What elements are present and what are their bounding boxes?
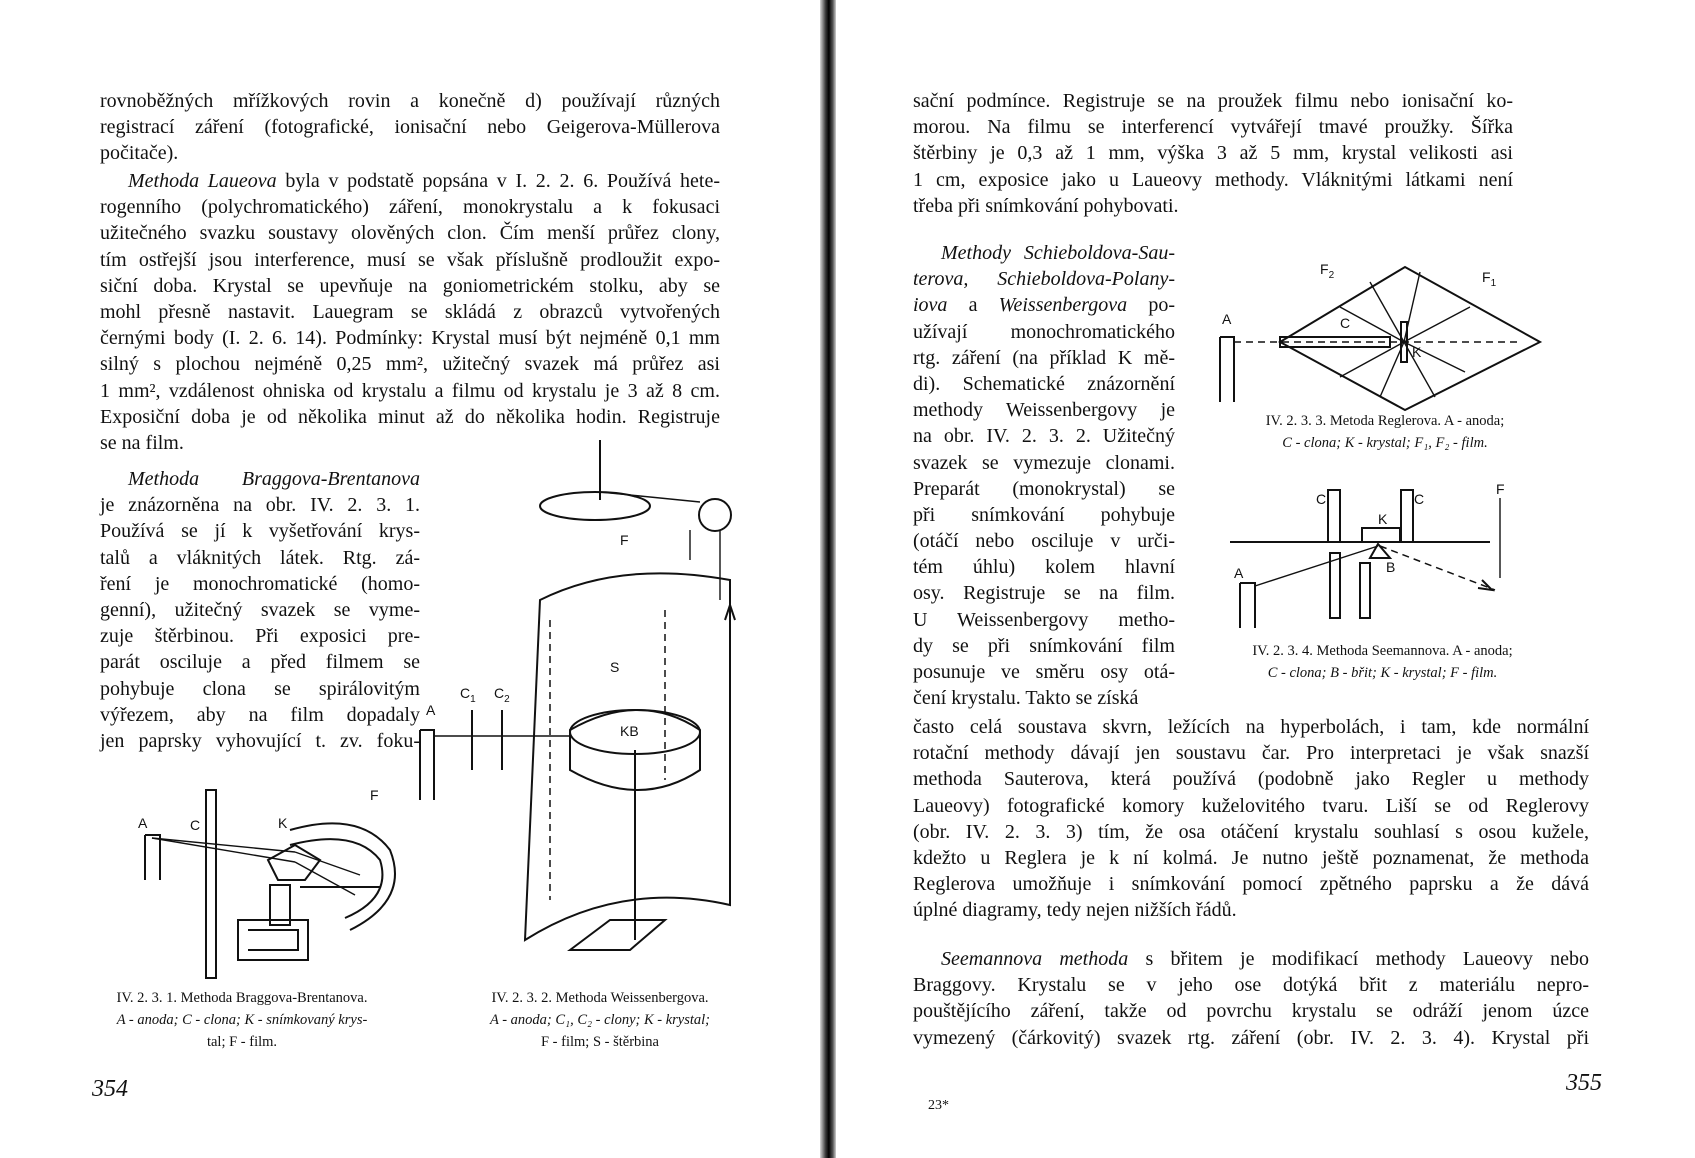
fig4-label-F: F xyxy=(1496,481,1505,497)
middle-paragraph xyxy=(913,714,1589,924)
text-line: vymezený (čárkovitý) svazek rtg. záření (obr. IV. 2. 3. 4). Krystal při xyxy=(913,1026,1589,1049)
fig1-label-A: A xyxy=(138,815,148,831)
text-line: Seemannova methoda s břitem je modifikací methody Laueovy nebo xyxy=(941,948,1589,970)
fig2-label-C2: $C_2$ xyxy=(494,685,510,705)
text-line: posunuje ve směru osy otá- xyxy=(913,661,1175,683)
text-line: (otáčí nebo osciluje v urči- xyxy=(913,530,1175,553)
text-line: je znázorněna na obr. IV. 2. 3. 1. xyxy=(100,494,420,517)
laue-paragraph xyxy=(100,168,720,456)
fig2-label-KB: KB xyxy=(620,723,639,739)
text-line: di). Schematické znázornění xyxy=(913,372,1175,395)
text-line: na obr. IV. 2. 3. 2. Užitečný xyxy=(913,425,1175,448)
text-line: černými body (I. 2. 6. 14). Podmínky: Krystal musí být nejméně 0,1 mm xyxy=(100,327,720,350)
bragg-heading: Methoda Braggova-Brentanova xyxy=(128,468,420,490)
text-line: sační podmínce. Registruje se na proužek filmu nebo ionisační ko- xyxy=(913,90,1513,112)
text-line: iova a Weissenbergova po- xyxy=(913,294,1175,317)
text-line: Používá se jí k vyšetřování krys- xyxy=(100,520,420,543)
text-line: Preparát (monokrystal) se xyxy=(913,477,1175,500)
fig3-label-C: C xyxy=(1340,315,1351,331)
text-line: rogenního (polychromatického) záření, monokrystalu a k fokusaci xyxy=(100,196,720,219)
text-line: Reglerova umožňuje i snímkování pomocí zpětného paprsku a že dává xyxy=(913,873,1589,896)
fig1-caption: IV. 2. 3. 1. Methoda Braggova-Brentanova. A - anoda; C - clona; K - snímkovaný krys- tal; F - film. xyxy=(116,990,368,1050)
text-line: 1 cm, exposice jako u Laueovy methody. Vláknitými látkami není xyxy=(913,168,1513,191)
top-paragraph xyxy=(913,88,1513,219)
fig3-label-F2: $F_2$ xyxy=(1320,261,1335,281)
fig3-label-F1: $F_1$ xyxy=(1482,269,1497,289)
text-line: často celá soustava skvrn, ležících na hyperbolách, i tam, kde normální xyxy=(913,716,1589,738)
text-line: štěrbiny je 0,3 až 1 mm, výška 3 až 5 mm, krystal velikosti asi xyxy=(913,142,1513,165)
book-gutter xyxy=(820,0,836,1158)
text-line: počitače). xyxy=(100,142,179,165)
text-line: kdežto u Reglera je k ní kolmá. Je nutno ještě poznamenat, že methoda xyxy=(913,846,1589,869)
text-line: rtg. záření (na příklad K mě- xyxy=(913,346,1175,369)
text-line: 1 mm², vzdálenost ohniska od krystalu a filmu od krystalu je 3 až 8 cm. xyxy=(100,379,720,402)
text-line: silný s plochou nejméně 0,25 mm², užitečný svazek má průřez asi xyxy=(100,353,720,376)
text-line: terova, Schieboldova-Polany- xyxy=(913,268,1175,291)
text-line: dy se při snímkování film xyxy=(913,634,1175,657)
fig4-label-A: A xyxy=(1234,565,1244,581)
signature-mark: 23* xyxy=(928,1098,949,1113)
figure-seemann xyxy=(1230,481,1520,638)
text-line: parát osciluje a před filmem se xyxy=(100,651,420,674)
fig2-label-C1: $C_1$ xyxy=(460,685,476,705)
fig1-label-F: F xyxy=(370,787,379,803)
text-line: (obr. IV. 2. 3. 3) tím, že osa otáčení krystalu souhlasí s osou kužele, xyxy=(913,820,1589,843)
text-line: při snímkování pohybuje xyxy=(913,503,1175,526)
text-line: svazek se vymezuje clonami. xyxy=(913,451,1175,474)
figure-bragg-brentano xyxy=(130,787,400,990)
figure-weissenberg xyxy=(420,440,740,980)
text-line: užitečného svazku soustavy olověných clon. Čím menší průřez clony, xyxy=(100,222,720,245)
laue-heading: Methoda Laueova xyxy=(128,170,277,192)
text-line: genní), užitečný svazek se vyme- xyxy=(100,598,420,621)
text-line: třeba při snímkování pohybovati. xyxy=(913,194,1179,217)
fig2-label-A: A xyxy=(426,702,436,718)
intro-paragraph xyxy=(100,88,720,167)
text-line: Methoda Laueova byla v podstatě popsána v I. 2. 2. 6. Používá hete- xyxy=(128,170,720,192)
weissenberg-heading: Weissenbergova xyxy=(998,294,1128,317)
fig1-label-K: K xyxy=(278,815,288,831)
seemann-heading: Seemannova methoda xyxy=(941,948,1129,970)
page-number: 354 xyxy=(92,1076,128,1102)
left-page xyxy=(0,0,820,1158)
fig4-label-B: B xyxy=(1386,559,1396,575)
text-line: osy. Registruje se na film. xyxy=(913,582,1175,605)
text-line: se na film. xyxy=(100,431,184,454)
text-line: mohl přesně nastavit. Lauegram se skládá z obrazců vytvořených xyxy=(100,300,720,323)
fig4-caption: IV. 2. 3. 4. Methoda Seemannova. A - anoda; C - clona; B - břit; K - krystal; F - film. xyxy=(1252,643,1513,681)
fig2-label-F: F xyxy=(620,532,629,548)
text-line: pouštějícího záření, takže od povrchu krystalu se odráží jenom úzce xyxy=(913,1000,1589,1023)
text-line: ření je monochromatické (homo- xyxy=(100,572,420,595)
text-line: Exposiční doba je od několika minut až do několika hodin. Registruje xyxy=(100,405,720,428)
text-line: U Weissenbergovy metho- xyxy=(913,608,1175,631)
text-line: pohybuje clona se spirálovitým xyxy=(100,677,420,700)
text-line: výřezem, aby na film dopadaly xyxy=(100,703,420,726)
text-line: Braggovy. Krystalu se v jeho ose dotýká břit z materiálu nepro- xyxy=(913,974,1589,997)
text-line: zuje štěrbinou. Při exposici pre- xyxy=(100,625,420,648)
figure-regler xyxy=(1220,262,1550,412)
text-line: Methody Schieboldova-Sau- xyxy=(941,242,1175,264)
text-line: rotační methody dávají jen soustavu čar. Pro interpretaci je však snazší xyxy=(913,742,1589,765)
fig3-label-K: K xyxy=(1412,344,1422,360)
text-line: tím ostřejší jsou interference, musí se však příslušně prodloužit expo- xyxy=(100,248,720,271)
fig4-label-C1: C xyxy=(1316,491,1327,507)
text-line: methody Weissenbergovy je xyxy=(913,399,1175,422)
schieboldov-paragraph xyxy=(913,240,1175,711)
fig3-label-A: A xyxy=(1222,311,1232,327)
text-line: užívají monochromatického xyxy=(913,320,1175,343)
fig1-label-C: C xyxy=(190,817,201,833)
fig2-caption: IV. 2. 3. 2. Methoda Weissenbergova. A - anoda; C₁, C₂ - clony; K - krystal; F - film; S - štěrbina xyxy=(489,990,711,1050)
text-line: morou. Na filmu se interferencí vytvářejí tmavé proužky. Šířka xyxy=(913,116,1513,139)
text-line: siční doba. Krystal se upevňuje na goniometrickém stolku, aby se xyxy=(100,274,720,297)
right-page xyxy=(836,0,1695,1158)
text-line xyxy=(100,466,420,492)
fig3-caption: IV. 2. 3. 3. Metoda Reglerova. A - anoda; C - clona; K - krystal; F₁, F₂ - film. xyxy=(1265,413,1505,451)
bragg-paragraph xyxy=(100,466,420,754)
fig4-label-C2: C xyxy=(1414,491,1425,507)
text-line: methoda Sauterova, která používá (podobně jako Regler u methody xyxy=(913,768,1589,791)
page-number: 355 xyxy=(1566,1070,1602,1096)
text-line: registrací záření (fotografické, ionisační nebo Geigerova-Müllerova xyxy=(100,116,720,139)
fig4-label-K: K xyxy=(1378,511,1388,527)
text-line: jen paprsky vyhovující t. zv. foku- xyxy=(100,729,420,752)
text-line: rovnoběžných mřížkových rovin a konečně d) používají různých xyxy=(100,90,720,112)
text-line: čení krystalu. Takto se získá xyxy=(913,687,1139,710)
text-line: talů a vláknitých látek. Rtg. zá- xyxy=(100,546,420,569)
text-line: tém úhlu) kolem hlavní xyxy=(913,556,1175,579)
text-line: Laueovy) fotografické komory kuželovitého tvaru. Liší se od Reglerovy xyxy=(913,794,1589,817)
text-line: úplné diagramy, tedy nejen nižších řádů. xyxy=(913,899,1237,922)
seemann-paragraph xyxy=(913,946,1589,1051)
fig2-label-S: S xyxy=(610,659,620,675)
